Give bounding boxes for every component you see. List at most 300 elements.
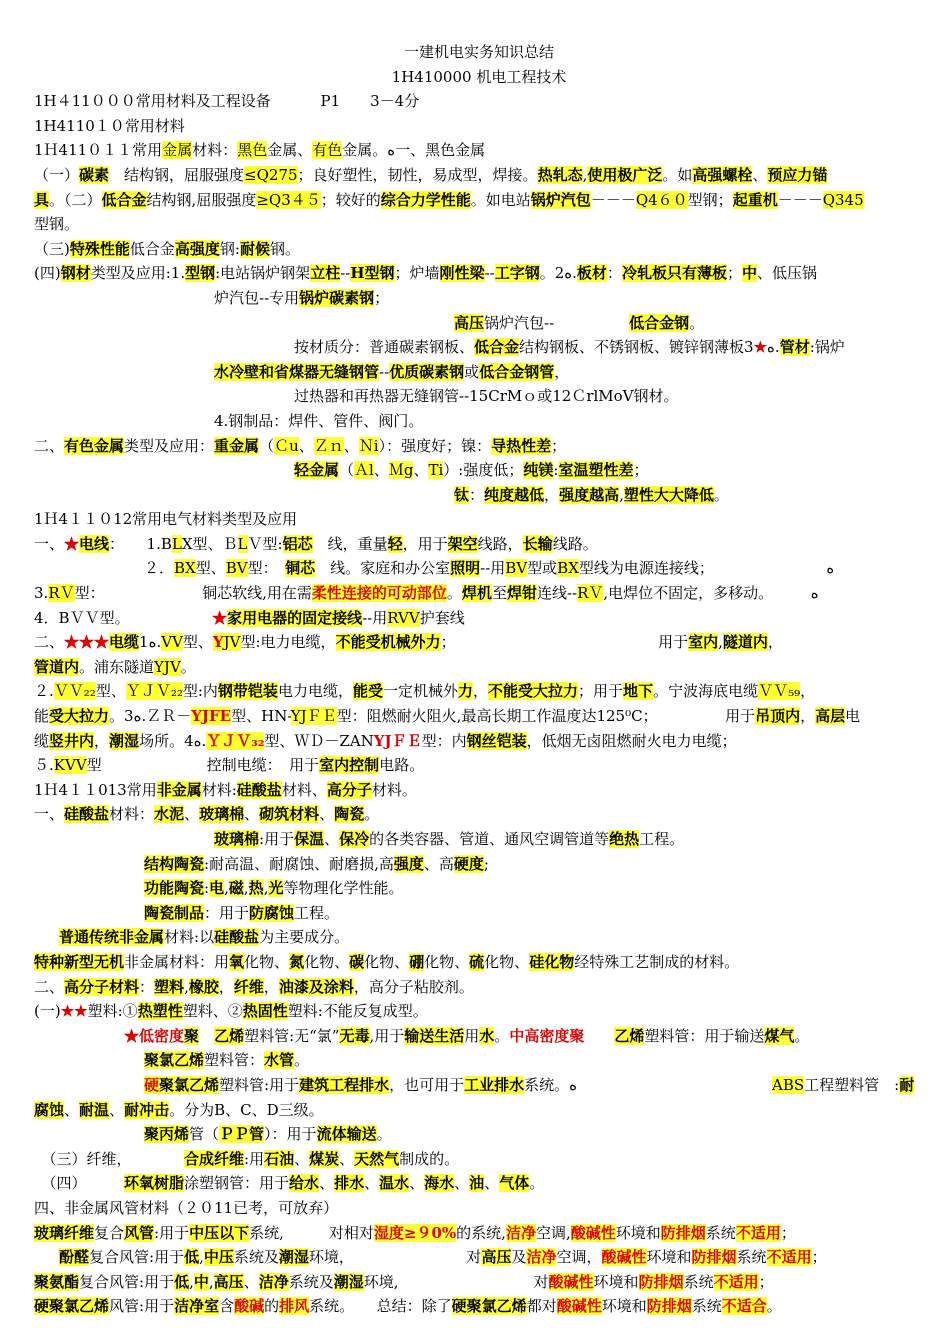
highlighted-text: 管材 [779,338,810,357]
highlighted-text: 潮湿 [109,731,140,750]
text-run: ， [800,707,816,726]
text-line [34,778,924,803]
highlighted-text: 硅酸盐 [64,805,110,824]
highlighted-text: 聚氯乙烯 [144,1051,205,1070]
text-run: 钢。 [269,239,300,258]
highlighted-text: 竖井内 [49,731,95,750]
text-run: 1H4110１０常用材料 [34,116,185,135]
text-run: 锅炉汽包-- [484,313,630,332]
highlighted-text: 环氧树脂 [124,1174,185,1193]
highlighted-text: 高层 [815,707,846,726]
text-run: 电路。 [379,756,425,775]
text-run: 能 [34,707,50,726]
text-run: ）：强度好；镍： [378,436,492,455]
text-run: ： 1.B [109,534,172,553]
text-run: －－－ [777,190,823,209]
highlighted-text: 长输 [522,534,553,553]
text-run: --用 [362,608,388,627]
highlighted-text: ABS [772,1075,805,1094]
text-run: 、 [752,165,768,184]
highlighted-text: 洁净 [526,1248,557,1267]
highlighted-text: 水泥 [154,805,185,824]
text-run: 按材质分：普通碳素钢板、 [294,338,475,357]
highlighted-text: 水 [479,1026,495,1045]
text-run: 一建机电实务知识总结 [403,43,554,61]
text-run: 涂塑钢管：用于 [184,1174,290,1193]
text-run: 环境和 [646,1248,692,1267]
text-run: ， [544,485,560,504]
text-run: ；炉墙 [394,264,440,283]
text-run: 。如电站 [470,190,531,209]
text-run: 化物、 [304,952,350,971]
text-run: 、 [324,830,340,848]
text-run: 、 [298,436,314,455]
text-run: ，高分子粘胶剂。 [353,977,474,996]
text-run: 、 [413,461,429,480]
highlighted-text: VV [161,633,183,652]
text-run: 环境和 [601,1297,647,1316]
text-run: 。 [364,805,380,824]
text-run: ： [139,977,155,996]
highlighted-text: Ｍg [388,461,414,480]
text-line [34,852,924,877]
text-run: ５. [34,756,54,775]
text-line [34,1221,924,1246]
text-line [34,507,924,532]
text-run: 、高 [423,854,454,873]
highlighted-text: 不适用 [735,1223,781,1242]
text-run: ； [726,264,742,283]
text-run: 。如 [662,165,693,184]
text-run: 型：阻燃耐火阻火,最高长期工作温度达125⁰C； 用于 [336,707,756,726]
text-run: 、 [243,1272,259,1291]
text-run: 金属、 [267,141,313,160]
text-line [34,1122,924,1147]
highlighted-text: 热塑性 [137,1002,183,1021]
highlighted-text: 硼 [409,952,425,971]
text-run: 、 [64,1100,80,1119]
highlighted-text: 热固性 [242,1002,288,1021]
text-run: 电 [845,707,861,726]
text-run: 钢: [219,239,240,258]
highlighted-text: 轻 [387,534,403,553]
text-run: 二、 [34,436,65,455]
text-run: ： [606,264,622,283]
text-run: ， [800,682,816,701]
highlighted-text: 室内 [688,633,719,652]
text-run: 材料: [201,780,237,799]
text-run: 炉汽包--专用 [214,288,300,307]
text-run: ； [811,1248,827,1267]
text-run: 型钢。 [34,215,80,234]
text-run: 空调, [535,1223,571,1242]
highlighted-text: 具 [34,190,50,209]
highlighted-text: 油漆及涂料 [278,977,354,996]
text-run: 空调， [556,1248,602,1267]
text-run: 系统 [683,1272,714,1291]
text-run: , [208,1272,214,1291]
highlighted-text: RＶ [48,584,75,603]
highlighted-text: 潮湿 [278,1248,309,1267]
highlighted-text: 中高密度聚 [509,1026,585,1045]
highlighted-text: 保温 [294,830,325,848]
highlighted-text: 锅炉碳素钢 [299,288,375,307]
highlighted-text: 起重机 [732,190,778,209]
highlighted-text: 低合金 [101,190,147,209]
text-run: 、 [109,1100,125,1119]
highlighted-text: 建筑工程排水 [299,1075,390,1094]
text-run: 环境, 对 [363,1272,549,1291]
text-run: 线。家庭和办公室 [315,559,451,578]
highlighted-text: 高压 [213,1272,244,1291]
text-run: ,电焊位不固定，多移动。 ه [603,584,819,603]
highlighted-text: 强度越高 [559,485,620,504]
text-run: ； [633,461,649,480]
text-line [34,1245,924,1270]
text-run: 非金属材料：用 [124,952,230,971]
highlighted-text: 酸碱性 [601,1248,647,1267]
text-run: 系统。ه [524,1075,773,1094]
text-line [34,261,924,286]
highlighted-text: 受大拉力 [49,707,110,726]
text-run: 含 [219,1297,235,1316]
text-run: :用 [244,1149,265,1168]
text-run: 型、ＷＤ－ZAN [264,731,374,750]
text-run: ２. [34,682,54,701]
highlighted-text: 聚氨酯 [34,1272,80,1291]
highlighted-text: 高强螺栓 [692,165,753,184]
highlighted-text: 隧道内 [722,633,768,652]
highlighted-text: 使用极广泛 [587,165,663,184]
highlighted-text: 海水 [424,1174,455,1193]
text-line [34,1073,924,1098]
text-run: 、 [244,805,260,824]
highlighted-text: 高分子材料 [64,977,140,996]
highlighted-text: Ti [428,461,444,480]
text-run: 型、 [195,559,226,578]
highlighted-text: YJV [154,657,181,676]
text-run: , [263,879,269,898]
highlighted-text: 低合金 [474,338,520,357]
text-run: 塑料:不能反复成型。 [287,1002,428,1021]
text-line [34,655,924,680]
text-run: ；良好塑性，韧性，易成型，焊接。 [297,165,538,184]
text-line [34,606,924,631]
text-run: 型： 铜芯软线,用在需 [74,584,312,603]
highlighted-text: RＶ [577,584,604,603]
text-run: ；用于 [578,682,624,701]
text-run: ； [780,1223,796,1242]
text-run: （ [259,436,275,455]
text-line [34,753,924,778]
text-run: （ [339,461,355,480]
text-run: 系统, 对相对 [249,1223,374,1242]
text-run: 。 [446,584,462,603]
highlighted-text: ★ [212,608,228,627]
text-line [34,483,924,508]
highlighted-text: 中 [193,1272,209,1291]
text-run: :电站锅炉钢架 [215,264,311,283]
text-run: 等物理化学性能。 [283,879,404,898]
highlighted-text: 气体 [499,1174,530,1193]
text-run: 结构钢,屈服强度 [146,190,257,209]
text-run: 一定机械外 [382,682,458,701]
text-run: ，用于 [402,534,448,553]
text-run: 。 [766,1297,782,1316]
text-line [34,581,924,606]
highlighted-text: 高压 [454,313,485,332]
highlighted-text: 石油 [264,1149,295,1168]
text-run: ，也可用于 [389,1075,465,1094]
text-run: 、 [294,1149,310,1168]
highlighted-text: 酸碱性 [556,1297,602,1316]
highlighted-text: 无毒 [339,1026,370,1045]
text-run: Ｖ型: [247,534,283,553]
text-line [34,679,924,704]
highlighted-text: ＰＰ管 [219,1125,265,1144]
text-run: 。分为B、C、D三级。 [169,1100,324,1119]
text-run: ， [263,977,279,996]
highlighted-text: ≥Q3４５ [256,190,321,209]
text-run: 化物、 [364,952,410,971]
highlighted-text: 水管 [264,1051,295,1070]
text-run [584,1027,614,1045]
highlighted-text: ＹＪＶ₃₂ [206,731,265,750]
text-run: , [582,165,588,184]
text-run: 1Ｈ411０１１常用 [34,141,163,160]
document-body [34,40,924,1319]
highlighted-text: 非金属 [156,780,202,799]
text-run: ；较好的 [320,190,381,209]
highlighted-text: 合成纤维 [184,1149,245,1168]
highlighted-text: ★★ [60,1002,88,1021]
highlighted-text: 流体输送 [316,1125,377,1144]
highlighted-text: 光 [268,879,284,898]
highlighted-text: 中 [741,264,757,283]
highlighted-text: ＶＶ₂₂ [53,682,96,701]
highlighted-text: 导热性差 [491,436,552,455]
text-run: 结构钢板、不锈钢板、镀锌钢薄板ه [519,338,775,357]
text-run: (一) [34,1002,61,1021]
text-run: 型或 [527,559,558,578]
highlighted-text: 钢带铠装 [217,682,278,701]
highlighted-text: 酸碱性 [570,1223,616,1242]
highlighted-text: 硫 [469,952,485,971]
text-run: 。2ه. [539,264,577,283]
highlighted-text: 聚氯乙烯 [159,1075,220,1094]
text-run: 塑料:① [87,1002,138,1021]
highlighted-text: Q345 [822,190,864,209]
text-run: , [199,1248,204,1267]
text-line [34,286,924,311]
highlighted-text: 排水 [334,1174,365,1193]
text-run: 护套线 [419,608,465,627]
text-run: 结构钢，屈服强度 [109,165,245,184]
highlighted-text: JV [223,633,241,652]
highlighted-text: 天然气 [354,1149,400,1168]
highlighted-text: 热轧态 [537,165,583,184]
text-run: 1Ｈ4１１０12常用电气材料类型及应用 [34,510,298,529]
highlighted-text: ＹＪＶ₂₂ [125,682,183,701]
text-run: 金属。ه一、黑色金属 [342,141,486,160]
text-run: 系统 [736,1248,767,1267]
highlighted-text: 热 [248,879,264,898]
highlighted-text: 保冷 [339,830,370,848]
text-run: 型： [247,559,286,578]
text-run: 、 [339,1149,355,1168]
text-run: （四） [34,1174,125,1193]
text-line [34,409,924,434]
text-line [34,630,924,655]
highlighted-text: 低合金钢管 [479,362,555,381]
text-run: 环境和 [593,1272,639,1291]
highlighted-text: 重金属 [214,436,260,455]
text-run: 、 [343,436,359,455]
highlighted-text: Ｎi [358,436,379,455]
highlighted-text: 柔性连接的可动部位 [311,584,447,603]
text-run: 、 [484,1174,500,1193]
text-line [34,89,924,114]
text-run: 塑料管：用于输送 [644,1026,765,1045]
highlighted-text: 不适用 [713,1272,759,1291]
highlighted-text: 给水 [289,1174,320,1193]
highlighted-text: 地下 [623,682,654,701]
text-run: :耐高温、耐腐蚀、耐磨损,高 [204,854,394,873]
text-run: 、低压锅 [756,264,817,283]
highlighted-text: 电线 [79,534,110,553]
text-run: 二、 [34,977,65,996]
text-run: 。 [376,1125,392,1144]
text-run: ，低烟无卤阻燃耐火电力电缆； [526,731,737,750]
text-line [34,1048,924,1073]
text-line [34,1294,924,1319]
highlighted-text: 家用电器的固定接线 [227,608,363,627]
text-run: 的系统, [456,1223,506,1242]
text-run: 。（二） [49,190,102,209]
highlighted-text: 刚性梁 [439,264,485,283]
text-run: 都对 [526,1297,557,1316]
highlighted-text: 钢材 [60,264,91,283]
text-run: 1H410000 机电工程技术 [391,67,567,86]
text-line [34,901,924,926]
text-run: 4.钢制品：焊件、管件、阀门。 [214,411,424,430]
text-run: 型线为电源连接线； ه [578,559,835,578]
highlighted-text: 低合金钢 [629,313,690,332]
highlighted-text: 管道内 [34,657,80,676]
text-run: 3. [34,584,49,603]
highlighted-text: 洁净 [258,1272,289,1291]
text-line [34,163,924,188]
highlighted-text: 耐冲击 [124,1100,170,1119]
text-run: 线路， [477,534,523,553]
highlighted-text: 聚丙烯 [144,1125,190,1144]
text-run: 复合风管:用于 [79,1272,175,1291]
highlighted-text: 硅酸盐 [236,780,282,799]
text-run: 3. [744,338,780,357]
highlighted-text: 结构陶瓷 [144,854,205,873]
highlighted-text: 防排烟 [691,1248,737,1267]
highlighted-text: RVV [387,608,420,627]
text-run: 塑料、② [182,1002,243,1021]
text-line [34,360,924,385]
text-line [34,532,924,557]
highlighted-text: 钛 [454,485,470,504]
highlighted-text: 型钢 [185,264,216,283]
text-run: 系统。 总结：除了 [309,1297,452,1316]
highlighted-text: 综合力学性能 [380,190,471,209]
text-run: ; [483,854,489,873]
highlighted-text: 立柱 [310,264,341,283]
text-line [34,188,924,213]
highlighted-text: 能受 [352,682,383,701]
text-run: 连线-- [536,584,578,603]
text-run: , [224,879,229,898]
text-run: 材料。 [371,780,417,799]
text-run: 、 [409,1174,425,1193]
highlighted-text: 塑性大大降低 [623,485,714,504]
highlighted-text: 磁 [228,879,244,898]
highlighted-text: ＶＶ₅₉ [758,682,801,701]
highlighted-text: 洁净室 [174,1297,220,1316]
text-run: 经特殊工艺制成的材料。 [574,952,740,971]
highlighted-text: 强度 [393,854,424,873]
highlighted-text: 照明 [450,559,481,578]
text-run: (四) [34,264,61,283]
text-run: 场所。4ه. [139,731,207,750]
text-line [34,925,924,950]
highlighted-text: 排风 [279,1297,310,1316]
text-run: 化物、 [424,952,470,971]
text-run [34,1027,124,1045]
text-run: 塑料管:用于 [219,1075,300,1094]
text-run: ， [554,362,570,381]
highlighted-text: 绝热 [609,830,640,848]
highlighted-text: 玻璃纤维 [34,1223,95,1242]
text-run: 工程塑料管 : [804,1075,900,1094]
highlighted-text: 防腐蚀 [249,903,295,922]
text-line [34,434,924,459]
text-run: 1H４11０００常用材料及工程设备 P1 3－4分 [34,92,420,111]
text-run: 。浦东隧道 [79,657,155,676]
highlighted-text: 板材 [576,264,607,283]
highlighted-text: ★ [64,534,80,553]
highlighted-text: YJＦＥ [373,731,422,750]
text-run: 复合 [94,1223,125,1242]
text-run: 一、 [34,534,65,553]
text-run: 型、 [182,633,213,652]
highlighted-text: ★★★ [64,633,110,652]
text-line [34,950,924,975]
text-run: （一） [34,165,80,184]
text-run: 、 [454,1174,470,1193]
highlighted-text: 耐 [899,1075,915,1094]
text-run: 化物、 [484,952,530,971]
highlighted-text: Ｚｎ [313,436,344,455]
text-run: －－－ [590,190,636,209]
text-run: 型:电力电缆， [240,633,336,652]
highlighted-text: 不能受机械外力 [335,633,441,652]
text-run: , [619,485,624,504]
highlighted-text: Q4６０ [635,190,688,209]
text-line [34,729,924,754]
text-run: 的 [264,1297,280,1316]
text-run: ， [218,977,234,996]
text-line [34,138,924,163]
text-run: ， [767,633,783,652]
text-run: （三) [34,239,70,258]
text-run: 。 [794,1026,810,1045]
highlighted-text: 陶瓷制品 [144,903,205,922]
